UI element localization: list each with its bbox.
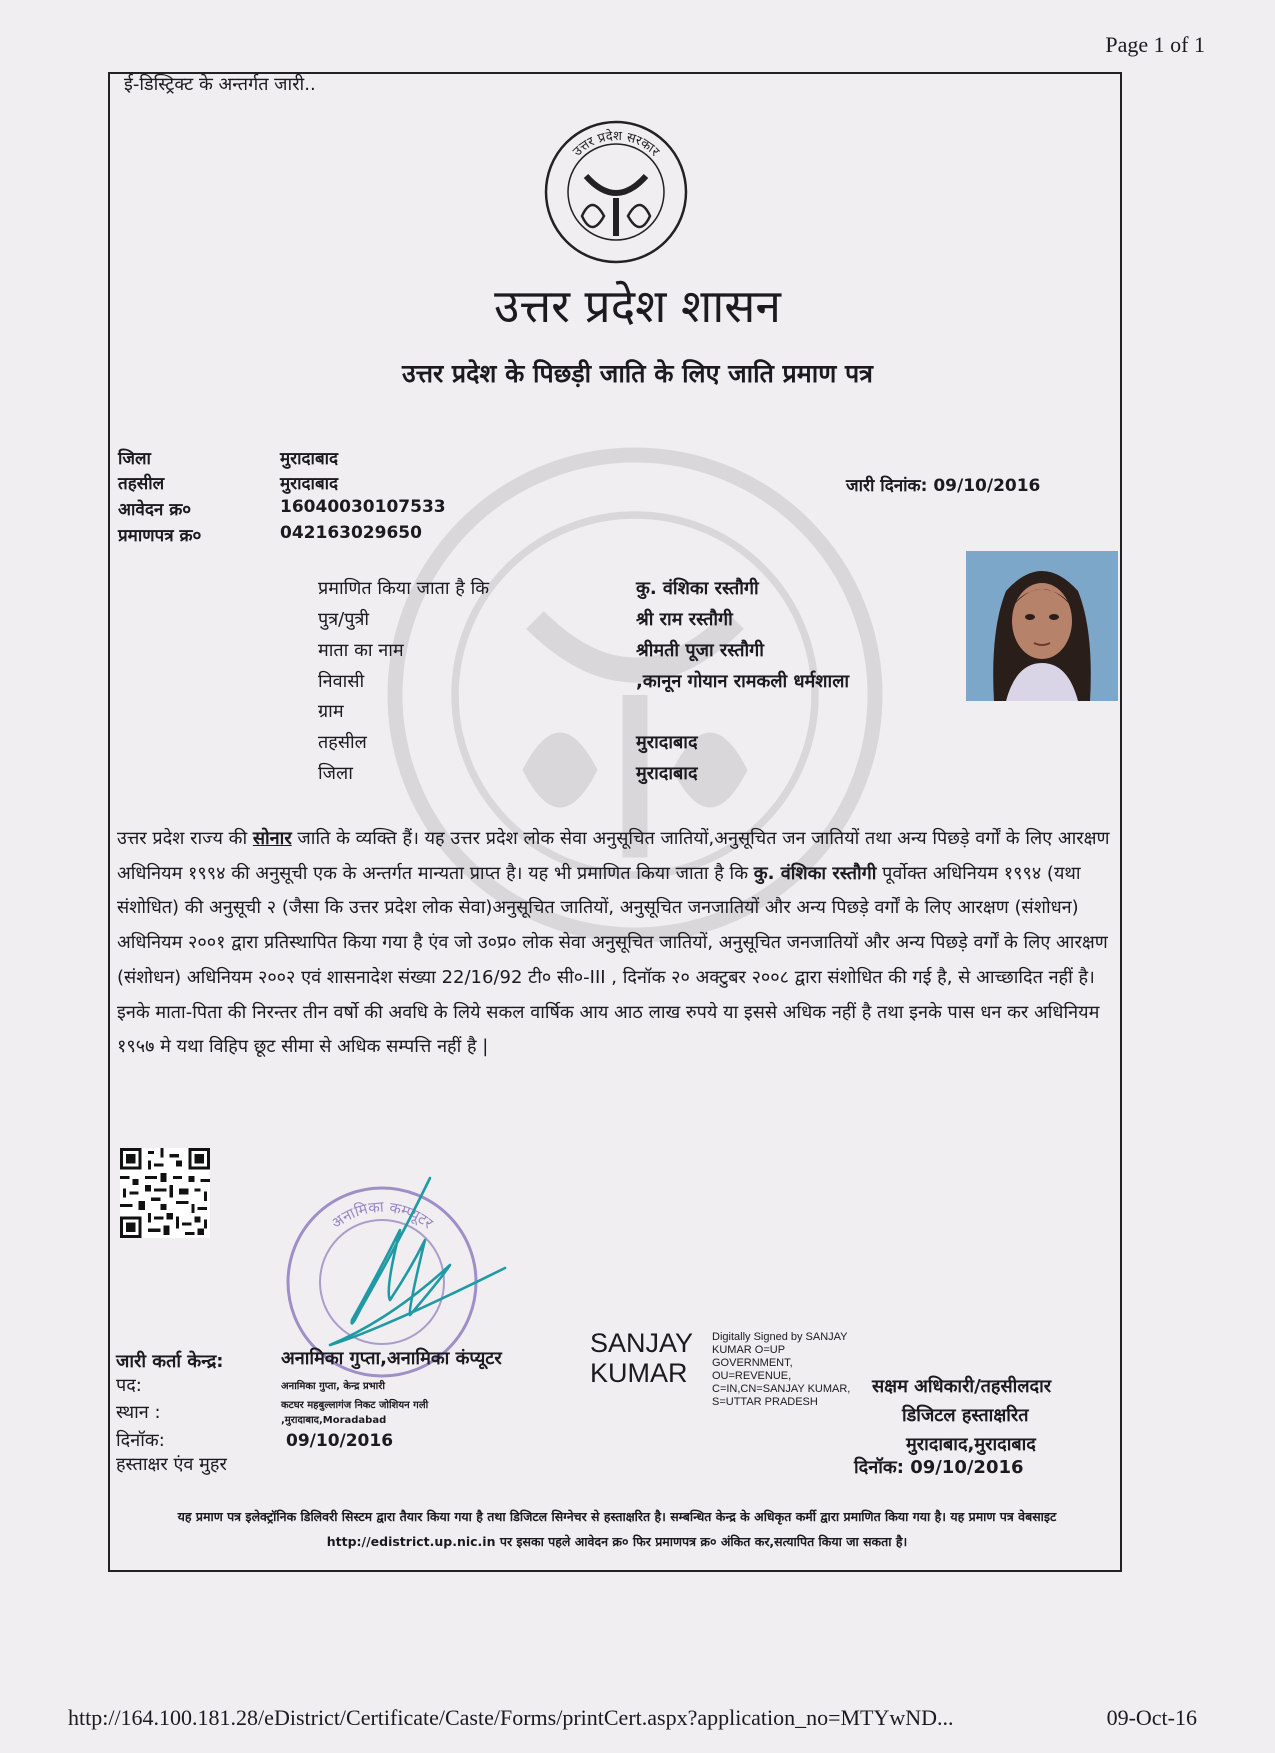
field-value-name: कु. वंशिका रस्तौगी xyxy=(636,578,759,599)
digital-signature-details: Digitally Signed by SANJAY KUMAR O=UP GOVERNMENT, OU=REVENUE, C=IN,CN=SANJAY KUMAR, S=UTTAR PRADESH xyxy=(712,1331,851,1408)
label-place: स्थान : xyxy=(116,1402,161,1423)
field-label-village: ग्राम xyxy=(318,701,344,722)
body-text-part: जाति के व्यक्ति हैं। यह उत्तर प्रदेश लोक सेवा अनुसूचित जातियों,अनुसूचित जन जातियों तथा अन्य पिछड़े वर्गों के लिए आरक्षण अधिनियम १९९४ की अनुसूची एक के अन्तर्गत मान्यता प्राप्त है। यह भी प्रमाणित किया जाता है कि xyxy=(117,828,1110,884)
label-signature-seal: हस्ताक्षर एंव मुहर xyxy=(116,1454,227,1475)
verification-footer-note: यह प्रमाण पत्र इलेक्ट्रॉनिक डिलिवरी सिस्टम द्वारा तैयार किया गया है तथा डिजिटल सिग्नेचर से हस्ताक्षरित है। सम्बन्धित केन्द्र के अधिकृत कर्मी द्वारा प्रमाणित किया गया है। यह प्रमाण पत्र वेबसाइट http://edistrict.up.nic.in पर इसका पहले आवेदन क्र० फिर प्रमाणपत्र क्र० अंकित कर,सत्यापित किया जा सकता है। xyxy=(177,1509,1057,1549)
body-text-part: पूर्वोक्त अधिनियम १९९४ (यथा संशोधित) की अनुसूची २ (जैसा कि उत्तर प्रदेश लोक सेवा)अनुसूचित जातियों, अनुसूचित जनजातियों और अन्य पिछड़े वर्गों के लिए आरक्षण (संशोधन) अधिनियम २००१ द्वारा प्रतिस्थापित किया गया है एंव जो उ०प्र० लोक सेवा अनुसूचित जातियों, अनुसूचित जनजातियों और अन्य पिछड़े वर्गों के लिए आरक्षण (संशोधन) अधिनियम २००२ एवं शासनादेश संख्या 22/16/92 टी० सी०-III , दिनॉक २० अक्टुबर २००८ द्वारा संशोधित की गई है, से आच्छादित नहीं है।इनके माता-पिता की निरन्तर तीन वर्षो की अवधि के लिये सकल वार्षिक आय आठ लाख रुपये या इससे अधिक नहीं है तथा इनके पास धन कर अधिनियम १९५७ मे यथा विहिप छूट सीमा से अधिक सम्पत्ति नहीं है | xyxy=(117,862,1108,1058)
applicant-photo xyxy=(966,551,1118,701)
field-label-tehsil: तहसील xyxy=(318,732,367,753)
center-post: अनामिका गुप्ता, केन्द्र प्रभारी xyxy=(281,1381,385,1392)
svg-text:उत्तर प्रदेश सरकार: उत्तर प्रदेश सरकार xyxy=(570,128,662,160)
meta-value-tehsil: मुरादाबाद xyxy=(280,474,339,494)
meta-label-application-no: आवेदन क्र० xyxy=(118,500,192,520)
label-date: दिनॉक: xyxy=(116,1430,165,1451)
field-label-district: जिला xyxy=(318,763,353,784)
field-value-mother: श्रीमती पूजा रस्तौगी xyxy=(636,640,764,661)
field-value-district: मुरादाबाद xyxy=(636,763,698,784)
authority-digital-signed: डिजिटल हस्ताक्षरित xyxy=(902,1405,1029,1426)
meta-label-certificate-no: प्रमाणपत्र क्र० xyxy=(118,526,202,546)
page-indicator: Page 1 of 1 xyxy=(1105,32,1205,57)
qr-code-icon xyxy=(120,1148,210,1238)
authority-date-label: दिनॉक: xyxy=(854,1457,904,1478)
field-label-son-daughter: पुत्र/पुत्री xyxy=(318,609,370,630)
print-url: http://164.100.181.28/eDistrict/Certificate/Caste/Forms/printCert.aspx?application_no=MTYwND... xyxy=(68,1705,954,1730)
meta-value-application-no: 16040030107533 xyxy=(280,497,446,517)
caste-name: सोनार xyxy=(252,828,292,849)
field-label-mother: माता का नाम xyxy=(318,640,404,661)
field-label-resident: निवासी xyxy=(318,671,365,692)
body-text-part: उत्तर प्रदेश राज्य की xyxy=(117,828,253,849)
authority-title: सक्षम अधिकारी/तहसीलदार xyxy=(872,1376,1052,1397)
issuing-center-name: अनामिका गुप्ता,अनामिका कंप्यूटर xyxy=(281,1348,502,1369)
meta-label-district: जिला xyxy=(118,449,151,469)
print-date: 09-Oct-16 xyxy=(1106,1705,1197,1730)
meta-label-tehsil: तहसील xyxy=(118,474,165,494)
authority-date-value: 09/10/2016 xyxy=(910,1457,1024,1478)
certificate-main-title: उत्तर प्रदेश शासन xyxy=(494,279,781,333)
body-applicant-name: कु. वंशिका रस्तौगी xyxy=(753,862,877,884)
issue-date-label: जारी दिनांक: xyxy=(846,476,928,496)
center-place: कटघर महबुल्लागंज निकट जोशियन गली ,मुरादाबाद,Moradabad xyxy=(281,1400,429,1426)
handwritten-signature xyxy=(290,1170,520,1360)
issued-under-text: ई-डिस्ट्रिक्ट के अन्तर्गत जारी.. xyxy=(124,74,316,95)
center-date: 09/10/2016 xyxy=(286,1431,394,1451)
meta-value-certificate-no: 042163029650 xyxy=(280,523,422,543)
field-value-tehsil: मुरादाबाद xyxy=(636,732,698,753)
field-label-certified: प्रमाणित किया जाता है कि xyxy=(318,578,490,599)
issue-date-value: 09/10/2016 xyxy=(933,476,1041,496)
svg-text:अनामिका कम्प्यूटर: अनामिका कम्प्यूटर xyxy=(327,1197,437,1233)
certificate-subtitle: उत्तर प्रदेश के पिछड़ी जाति के लिए जाति प्रमाण पत्र xyxy=(402,359,873,388)
authority-place: मुरादाबाद,मुरादाबाद xyxy=(906,1434,1036,1455)
authority-date xyxy=(854,1455,1024,1479)
label-issuing-center: जारी कर्ता केन्द्र: xyxy=(116,1351,224,1372)
certificate-body-text xyxy=(117,822,1115,1065)
field-value-resident: ,कानून गोयान रामकली धर्मशाला xyxy=(636,671,850,692)
up-government-emblem-icon xyxy=(542,118,690,266)
issue-date xyxy=(846,473,1040,496)
label-post: पद: xyxy=(116,1375,142,1396)
digital-signer-name: SANJAY KUMAR xyxy=(590,1328,693,1388)
field-value-father: श्री राम रस्तौगी xyxy=(636,609,733,630)
meta-value-district: मुरादाबाद xyxy=(280,449,339,469)
